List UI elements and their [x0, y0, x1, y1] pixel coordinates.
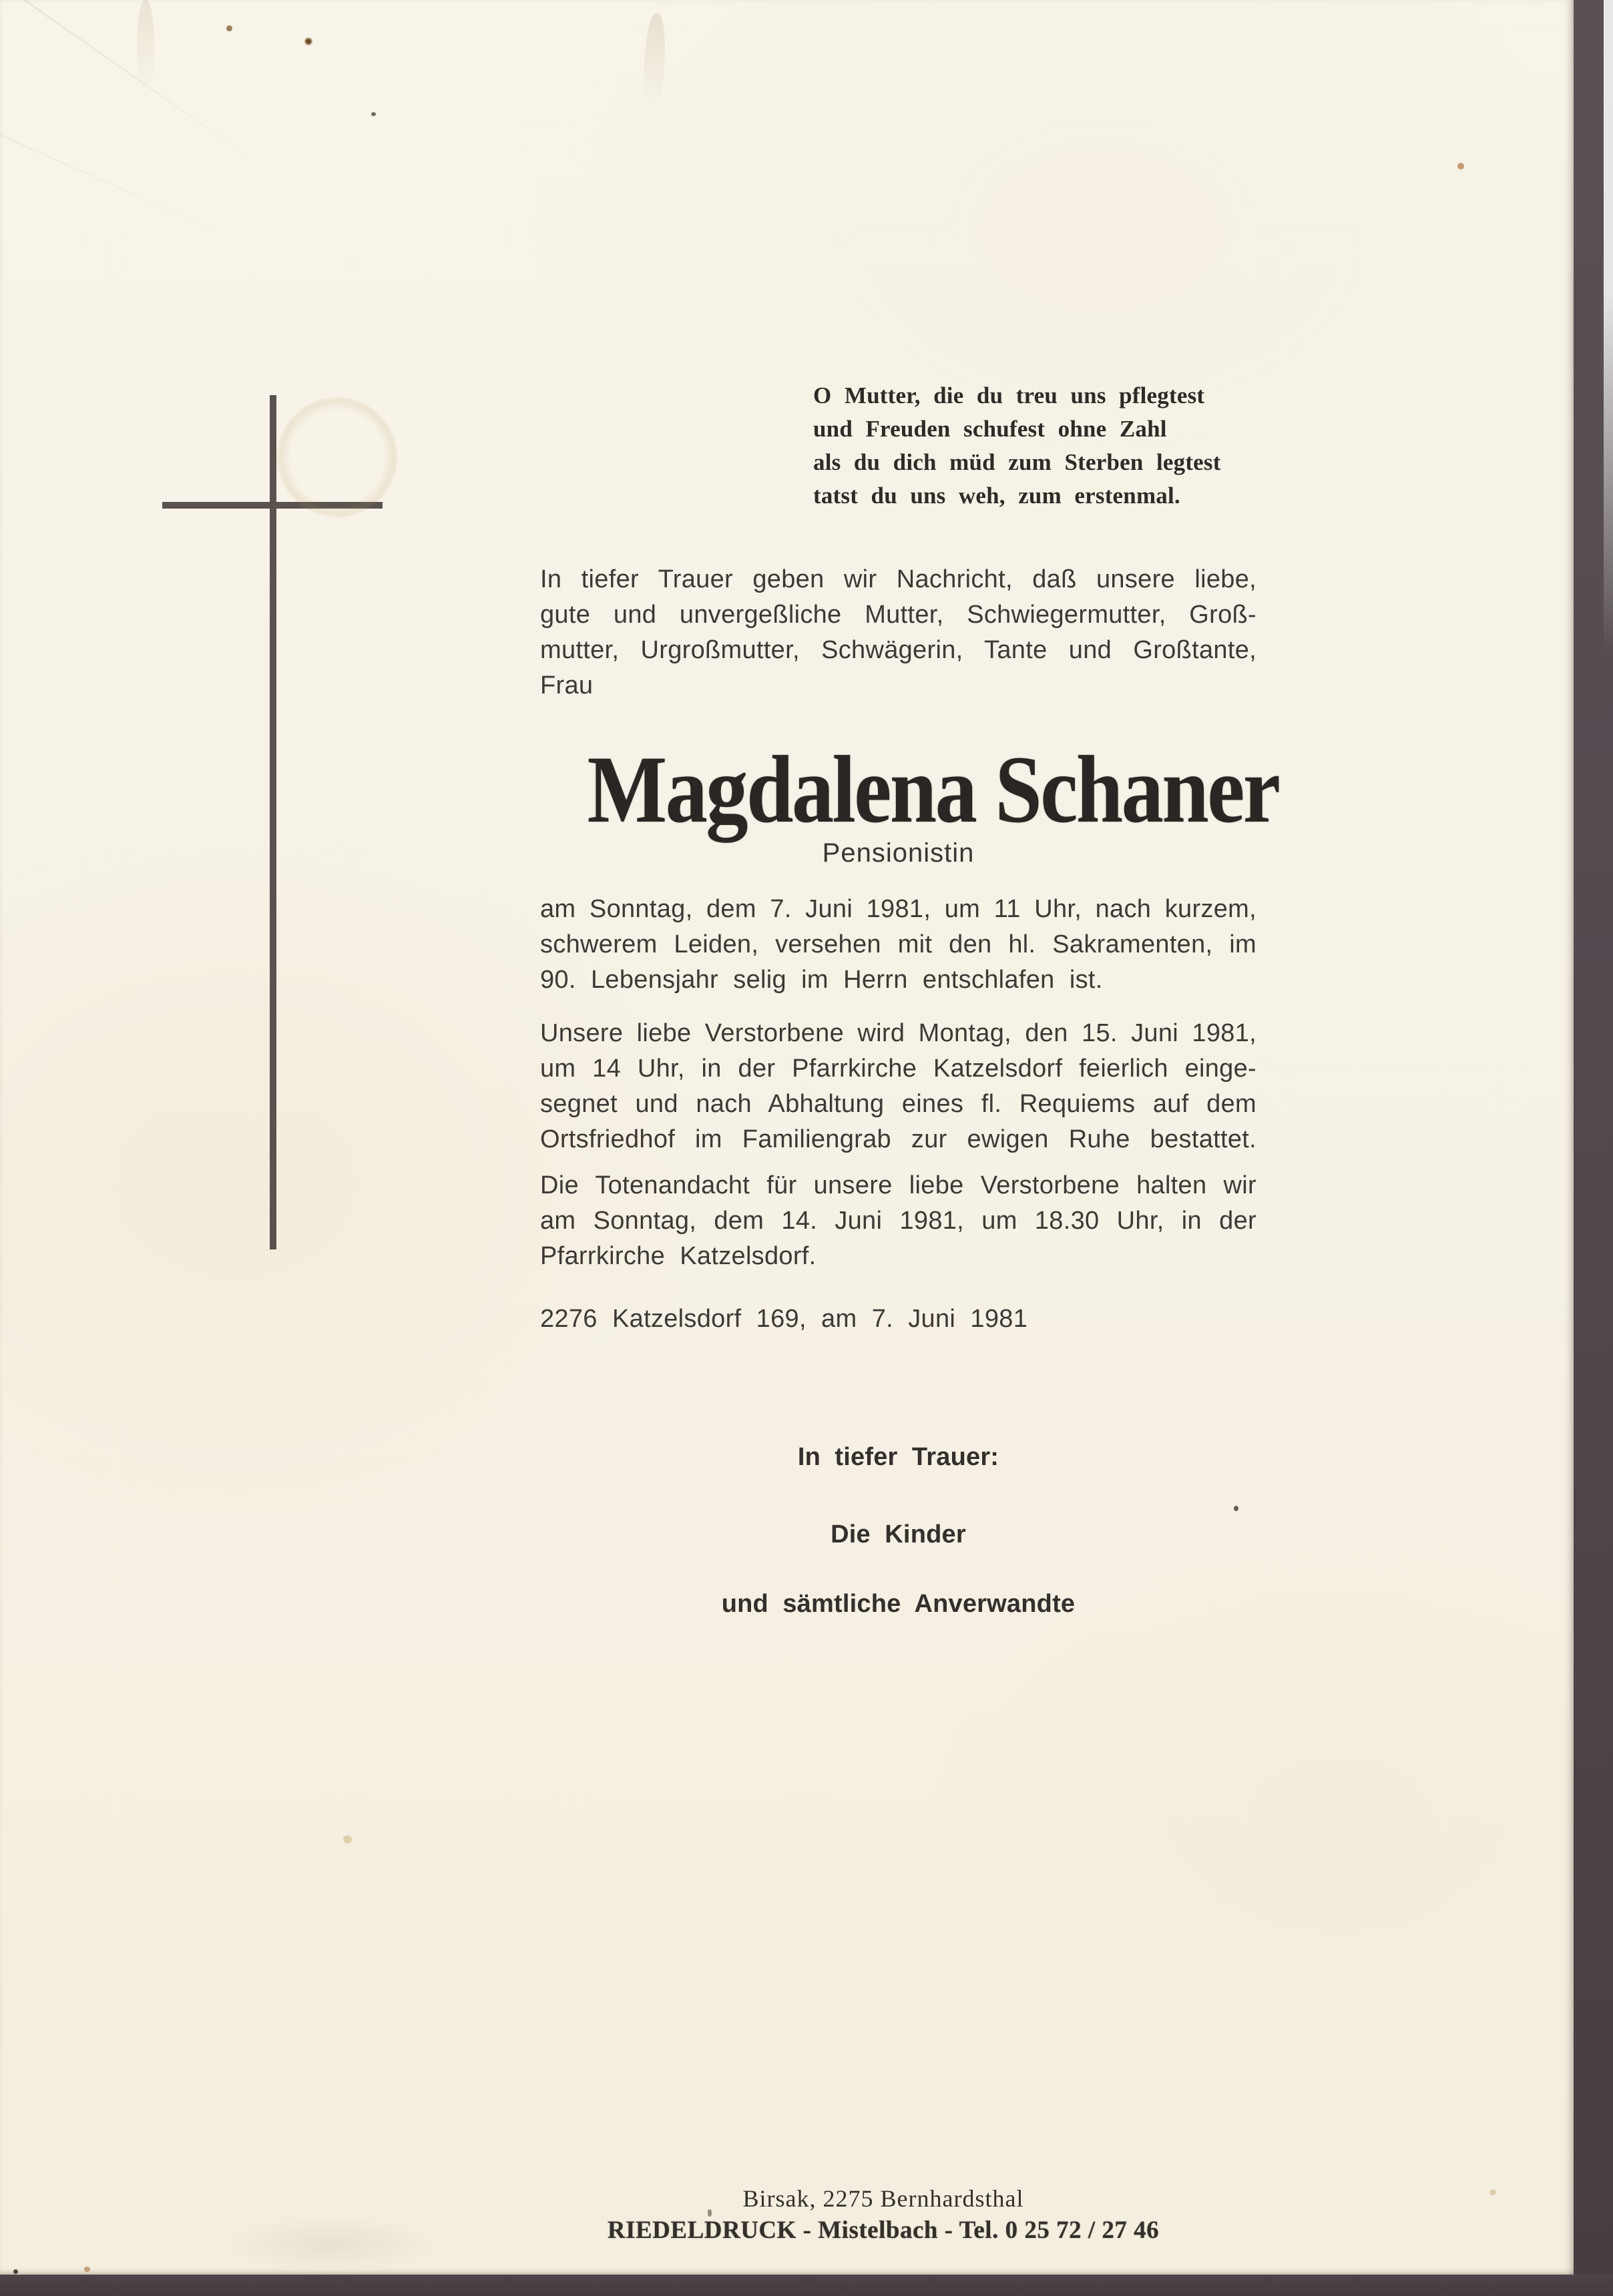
paper-speck	[343, 1835, 352, 1843]
deceased-name-text: Magdalena Schaner	[587, 737, 1279, 843]
poem-line: und Freuden schufest ohne Zahl	[813, 416, 1167, 442]
notice-line: mutter, Urgroßmutter, Schwägerin, Tante und Großtante,	[540, 636, 1256, 664]
deceased-name	[540, 737, 1279, 843]
death-details-line: am Sonntag, dem 7. Juni 1981, um 11 Uhr, nach kurzem,	[540, 895, 1256, 923]
paper-crease	[3, 0, 277, 178]
devotion-line: am Sonntag, dem 14. Juni 1981, um 18.30 Uhr, in der	[540, 1207, 1256, 1235]
place-date-line: 2276 Katzelsdorf 169, am 7. Juni 1981	[540, 1305, 1028, 1333]
imprint-line-2: RIEDELDRUCK - Mistelbach - Tel. 0 25 72 / 27 46	[607, 2217, 1160, 2244]
paper-speck	[304, 37, 312, 45]
paper-speck	[84, 2267, 90, 2272]
poem-line: tatst du uns weh, zum erstenmal.	[813, 483, 1180, 509]
mourner-line: Die Kinder	[831, 1520, 966, 1548]
poem-line: O Mutter, die du treu uns pflegtest	[813, 382, 1205, 408]
death-details-line: schwerem Leiden, versehen mit den hl. Sakramenten, im	[540, 930, 1256, 958]
funeral-details-line: um 14 Uhr, in der Pfarrkirche Katzelsdorf feierlich einge-	[540, 1055, 1256, 1083]
latin-cross-vertical-bar	[270, 395, 276, 1249]
paper-stain	[277, 397, 397, 517]
notice-line: In tiefer Trauer geben wir Nachricht, daß unsere liebe,	[540, 565, 1256, 593]
scanner-edge-highlight	[1604, 0, 1613, 654]
mourning-header: In tiefer Trauer:	[797, 1443, 999, 1471]
scanner-backdrop-bottom	[0, 2275, 1613, 2296]
memorial-poem	[813, 379, 1267, 513]
paper-stain	[220, 2216, 441, 2273]
deceased-title: Pensionistin	[822, 838, 975, 868]
funeral-details-line: segnet und nach Abhaltung eines fl. Requiems auf dem	[540, 1090, 1256, 1118]
notice-line: Frau	[540, 671, 594, 699]
mourner-line: und sämtliche Anverwandte	[721, 1590, 1076, 1618]
funeral-details-line: Ortsfriedhof im Familiengrab zur ewigen Ruhe bestattet.	[540, 1125, 1256, 1153]
poem-line: als du dich müd zum Sterben legtest	[813, 449, 1221, 475]
paper-stain	[137, 0, 154, 100]
devotion-paragraph	[540, 1168, 1256, 1274]
paper-speck	[1489, 2189, 1496, 2195]
paper-stain	[642, 13, 667, 117]
paper-speck	[13, 2269, 18, 2274]
death-details-line: 90. Lebensjahr selig im Herrn entschlafen ist.	[540, 966, 1103, 994]
funeral-details-line: Unsere liebe Verstorbene wird Montag, den 15. Juni 1981,	[540, 1019, 1256, 1047]
funeral-details-paragraph	[540, 1016, 1256, 1157]
notice-paragraph	[540, 562, 1256, 703]
latin-cross-horizontal-bar	[162, 502, 383, 509]
paper-crease	[0, 122, 235, 240]
paper-speck	[226, 25, 232, 31]
printer-imprint	[608, 2184, 1159, 2245]
devotion-line: Die Totenandacht für unsere liebe Verstorbene halten wir	[540, 1171, 1256, 1199]
paper-speck	[1234, 1506, 1238, 1511]
paper-speck	[371, 112, 376, 116]
paper-speck	[1457, 163, 1464, 170]
death-details-paragraph	[540, 892, 1256, 998]
devotion-line: Pfarrkirche Katzelsdorf.	[540, 1242, 817, 1270]
imprint-line-1: Birsak, 2275 Bernhardsthal	[742, 2185, 1024, 2212]
notice-line: gute und unvergeßliche Mutter, Schwiegermutter, Groß-	[540, 601, 1256, 629]
